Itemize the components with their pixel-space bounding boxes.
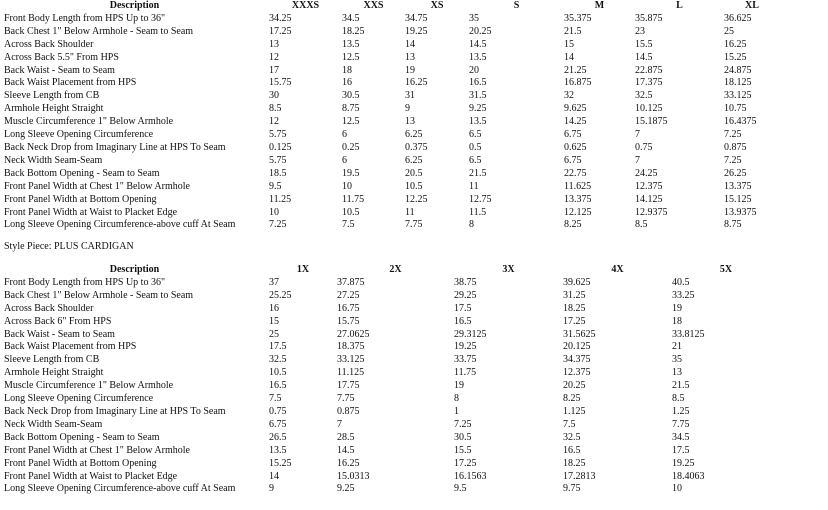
measurement-description: Front Panel Width at Waist to Placket Edge [4,470,178,482]
measurement-value: 16.5 [269,380,287,392]
measurement-value: 27.25 [337,289,360,301]
measurement-description: Back Waist Placement from HPS [4,77,137,89]
measurement-value: 16 [269,302,279,314]
description-header: Description [109,0,160,11]
measurement-value: 8.5 [635,219,648,231]
measurement-value: 7.25 [724,154,742,166]
measurement-value: 7.75 [337,393,355,405]
measurement-value: 21.5 [564,25,582,37]
measurement-value: 11.625 [564,180,592,192]
measurement-description: Front Panel Width at Chest 1" Below Armhole [4,180,190,192]
measurement-value: 1.25 [672,405,690,417]
measurement-description: Armhole Height Straight [4,367,104,379]
measurement-value: 19.25 [405,25,428,37]
measurement-value: 26.5 [269,431,287,443]
measurement-description: Long Sleeve Opening Circumference-above cuff At Seam [4,483,236,495]
measurement-description: Across Back Shoulder [4,302,94,314]
measurement-value: 10.5 [269,367,287,379]
measurement-value: 14.5 [635,51,653,63]
measurement-value: 13.375 [724,180,752,192]
measurement-value: 34.375 [563,354,591,366]
measurement-value: 9.625 [564,103,587,115]
measurement-value: 22.875 [635,64,663,76]
measurement-value: 7 [337,418,342,430]
measurement-value: 35.375 [564,12,592,24]
measurement-value: 15.0313 [337,470,370,482]
measurement-value: 15.5 [454,444,472,456]
table-row [0,483,780,496]
measurement-value: 24.875 [724,64,752,76]
table-row [0,277,780,290]
measurement-value: 13.9375 [724,206,757,218]
measurement-description: Across Back 6" From HPS [4,315,112,327]
measurement-value: 21.5 [672,380,690,392]
table-row [0,168,780,181]
measurement-value: 6 [342,129,347,141]
measurement-value: 26.25 [724,167,747,179]
measurement-value: 31.5625 [563,328,596,340]
measurement-value: 29.3125 [454,328,487,340]
measurement-value: 18.5 [269,167,287,179]
measurement-value: 27.0625 [337,328,370,340]
measurement-value: 32.5 [635,90,653,102]
measurement-value: 34.25 [269,12,292,24]
measurement-value: 12.5 [342,51,360,63]
measurement-value: 12.75 [469,193,492,205]
table-row [0,341,780,354]
measurement-value: 16.1563 [454,470,487,482]
measurement-value: 14 [405,38,415,50]
size-header: 3X [502,264,515,275]
measurement-description: Long Sleeve Opening Circumference [4,393,154,405]
measurement-value: 12.375 [635,180,663,192]
table-row [0,13,780,26]
measurement-description: Back Neck Drop from Imaginary Line at HPS To Seam [4,141,226,153]
measurement-value: 7.5 [342,219,355,231]
table-body [0,277,780,496]
table-row [0,116,780,129]
measurement-value: 18 [342,64,352,76]
measurement-description: Front Panel Width at Waist to Placket Edge [4,206,178,218]
measurement-value: 1 [454,405,459,417]
table-row [0,367,780,380]
measurement-value: 22.75 [564,167,587,179]
measurement-value: 11 [405,206,415,218]
measurement-value: 13 [405,51,415,63]
measurement-value: 8 [469,219,474,231]
measurement-value: 13.5 [469,51,487,63]
measurement-value: 15.25 [269,457,292,469]
description-header: Description [109,264,160,275]
table-row [0,380,780,393]
table-row [0,419,780,432]
measurement-value: 6.5 [469,129,482,141]
measurement-value: 0.25 [342,141,360,153]
size-header: 1X [296,264,310,275]
measurement-value: 13.5 [269,444,287,456]
table-row [0,219,780,232]
measurement-value: 7.25 [454,418,472,430]
measurement-value: 9.5 [454,483,467,495]
table-row [0,77,780,90]
measurement-description: Front Body Length from HPS Up to 36" [4,276,166,288]
measurement-value: 18.25 [563,302,586,314]
plus-size-spec-table [0,264,780,496]
measurement-description: Across Back 5.5" From HPS [4,51,119,63]
measurement-value: 7 [635,129,640,141]
measurement-value: 7.5 [269,393,282,405]
table-row [0,155,780,168]
measurement-value: 0.5 [469,141,482,153]
measurement-value: 31.25 [563,289,586,301]
measurement-description: Sleeve Length from CB [4,90,100,102]
size-header: L [676,0,683,11]
measurement-value: 12.9375 [635,206,668,218]
measurement-value: 14 [269,470,279,482]
measurement-value: 11.75 [454,367,477,379]
measurement-value: 10.5 [405,180,423,192]
table-row [0,445,780,458]
measurement-value: 0.75 [635,141,653,153]
measurement-value: 11.125 [337,367,365,379]
table-row [0,303,780,316]
measurement-value: 16.25 [724,38,747,50]
measurement-value: 8.25 [563,393,581,405]
measurement-value: 13 [269,38,279,50]
measurement-description: Front Panel Width at Bottom Opening [4,457,157,469]
measurement-value: 15 [269,315,279,327]
measurement-description: Back Chest 1" Below Armhole - Seam to Seam [4,289,194,301]
measurement-value: 15 [564,38,574,50]
size-header: XL [745,0,759,11]
measurement-description: Back Chest 1" Below Armhole - Seam to Seam [4,25,194,37]
table-row [0,142,780,155]
measurement-value: 10 [672,483,682,495]
measurement-value: 10.75 [724,103,747,115]
measurement-value: 11.25 [269,193,292,205]
measurement-value: 19.5 [342,167,360,179]
table-row [0,65,780,78]
measurement-value: 23 [635,25,645,37]
table-row [0,129,780,142]
measurement-value: 8.75 [724,219,742,231]
measurement-value: 11 [469,180,479,192]
measurement-value: 17.375 [635,77,663,89]
measurement-value: 18.25 [342,25,365,37]
measurement-value: 15.75 [337,315,360,327]
measurement-value: 15.75 [269,77,292,89]
measurement-value: 0.75 [269,405,287,417]
measurement-value: 24.25 [635,167,658,179]
measurement-description: Across Back Shoulder [4,38,94,50]
measurement-value: 33.125 [724,90,752,102]
measurement-description: Back Waist - Seam to Seam [4,328,115,340]
measurement-value: 19 [405,64,415,76]
measurement-value: 5.75 [269,129,287,141]
measurement-description: Front Body Length from HPS Up to 36" [4,12,166,24]
measurement-value: 13 [405,116,415,128]
measurement-value: 13.5 [469,116,487,128]
measurement-description: Neck Width Seam-Seam [4,418,103,430]
table-row [0,354,780,367]
table-row [0,290,780,303]
measurement-value: 17.25 [454,457,477,469]
measurement-value: 16.5 [469,77,487,89]
measurement-value: 14.125 [635,193,663,205]
measurement-value: 0.875 [337,405,360,417]
measurement-value: 33.75 [454,354,477,366]
table-row [0,458,780,471]
measurement-value: 37 [269,276,279,288]
table-header-row [0,264,780,277]
measurement-value: 35 [469,12,479,24]
measurement-value: 17.25 [563,315,586,327]
measurement-description: Muscle Circumference 1" Below Armhole [4,116,174,128]
measurement-value: 40.5 [672,276,690,288]
measurement-value: 33.125 [337,354,365,366]
measurement-value: 10.5 [342,206,360,218]
size-header: S [513,0,520,11]
measurement-value: 17.5 [672,444,690,456]
measurement-description: Back Neck Drop from Imaginary Line at HPS To Seam [4,405,226,417]
table-row [0,393,780,406]
measurement-description: Neck Width Seam-Seam [4,154,103,166]
measurement-value: 29.25 [454,289,477,301]
size-header: 2X [389,264,402,275]
measurement-value: 16.25 [337,457,360,469]
measurement-value: 30.5 [342,90,360,102]
measurement-value: 8.5 [269,103,282,115]
table-row [0,103,780,116]
size-header: M [594,0,605,11]
measurement-value: 10 [342,180,352,192]
measurement-value: 36.625 [724,12,752,24]
table-row [0,26,780,39]
table-header-row [0,0,780,13]
measurement-value: 14.25 [564,116,587,128]
measurement-value: 35 [672,354,682,366]
table-body [0,13,780,232]
measurement-value: 7 [635,154,640,166]
measurement-value: 16.5 [563,444,581,456]
measurement-value: 30 [269,90,279,102]
measurement-value: 13.5 [342,38,360,50]
table-row [0,406,780,419]
measurement-value: 33.25 [672,289,695,301]
measurement-value: 9 [269,483,274,495]
measurement-value: 15.125 [724,193,752,205]
measurement-description: Long Sleeve Opening Circumference [4,129,154,141]
measurement-value: 11.5 [469,206,487,218]
measurement-description: Front Panel Width at Bottom Opening [4,193,157,205]
measurement-value: 17.75 [337,380,360,392]
measurement-value: 32 [564,90,574,102]
measurement-value: 12 [269,116,279,128]
table-row [0,52,780,65]
measurement-value: 37.875 [337,276,365,288]
measurement-value: 20.125 [563,341,591,353]
measurement-value: 16.875 [564,77,592,89]
measurement-value: 7.5 [563,418,576,430]
measurement-value: 9.75 [563,483,581,495]
measurement-value: 17.25 [269,25,292,37]
measurement-value: 7.25 [269,219,287,231]
measurement-value: 20.25 [563,380,586,392]
measurement-value: 9.25 [469,103,487,115]
measurement-description: Long Sleeve Opening Circumference-above cuff At Seam [4,219,236,231]
measurement-value: 15.5 [635,38,653,50]
measurement-value: 12 [269,51,279,63]
measurement-value: 34.5 [672,431,690,443]
measurement-value: 21 [672,341,682,353]
measurement-value: 18.375 [337,341,365,353]
measurement-value: 31 [405,90,415,102]
measurement-description: Muscle Circumference 1" Below Armhole [4,380,174,392]
measurement-value: 14.5 [337,444,355,456]
measurement-value: 39.625 [563,276,591,288]
measurement-value: 15.1875 [635,116,668,128]
measurement-description: Back Bottom Opening - Seam to Seam [4,431,160,443]
measurement-value: 13 [672,367,682,379]
table-row [0,471,780,484]
measurement-value: 15.25 [724,51,747,63]
measurement-value: 16.25 [405,77,428,89]
table-row [0,432,780,445]
measurement-value: 6.25 [405,129,423,141]
measurement-value: 7.75 [405,219,423,231]
measurement-value: 6.75 [564,154,582,166]
size-header: XS [430,0,444,11]
measurement-value: 11.75 [342,193,365,205]
measurement-value: 17 [269,64,279,76]
measurement-value: 10.125 [635,103,663,115]
measurement-value: 9 [405,103,410,115]
measurement-value: 19.25 [454,341,477,353]
measurement-value: 6.75 [269,418,287,430]
style-piece-label: Style Piece: PLUS CARDIGAN [4,241,134,252]
measurement-value: 34.75 [405,12,428,24]
measurement-value: 18.4063 [672,470,705,482]
measurement-value: 6 [342,154,347,166]
measurement-value: 8 [454,393,459,405]
measurement-value: 12.5 [342,116,360,128]
measurement-value: 25.25 [269,289,292,301]
measurement-value: 16.4375 [724,116,757,128]
table-row [0,316,780,329]
size-spec-table [0,0,780,232]
measurement-value: 28.5 [337,431,355,443]
table-row [0,207,780,220]
table-row [0,181,780,194]
measurement-description: Armhole Height Straight [4,103,104,115]
measurement-value: 8.75 [342,103,360,115]
measurement-description: Back Waist - Seam to Seam [4,64,115,76]
measurement-value: 16 [342,77,352,89]
measurement-value: 8.25 [564,219,582,231]
measurement-value: 9.5 [269,180,282,192]
measurement-value: 20.25 [469,25,492,37]
measurement-value: 34.5 [342,12,360,24]
table-row [0,194,780,207]
measurement-value: 21.25 [564,64,587,76]
size-header: XXXS [291,0,320,11]
measurement-value: 30.5 [454,431,472,443]
measurement-value: 9.25 [337,483,355,495]
size-header: XXS [363,0,384,11]
measurement-value: 12.125 [564,206,592,218]
measurement-value: 33.8125 [672,328,705,340]
measurement-value: 17.2813 [563,470,596,482]
measurement-value: 20.5 [405,167,423,179]
measurement-value: 13.375 [564,193,592,205]
measurement-value: 6.5 [469,154,482,166]
measurement-value: 0.625 [564,141,587,153]
measurement-value: 31.5 [469,90,487,102]
measurement-value: 6.75 [564,129,582,141]
measurement-value: 21.5 [469,167,487,179]
measurement-value: 0.125 [269,141,292,153]
measurement-value: 32.5 [269,354,287,366]
table-row [0,90,780,103]
measurement-value: 16.5 [454,315,472,327]
size-header: 4X [611,264,624,275]
measurement-value: 25 [269,328,279,340]
measurement-value: 7.75 [672,418,690,430]
measurement-description: Back Bottom Opening - Seam to Seam [4,167,160,179]
measurement-value: 6.25 [405,154,423,166]
measurement-value: 18.25 [563,457,586,469]
measurement-value: 14.5 [469,38,487,50]
measurement-value: 12.375 [563,367,591,379]
measurement-value: 19 [454,380,464,392]
measurement-value: 8.5 [672,393,685,405]
measurement-value: 25 [724,25,734,37]
table-row [0,329,780,342]
measurement-value: 12.25 [405,193,428,205]
measurement-value: 38.75 [454,276,477,288]
measurement-value: 35.875 [635,12,663,24]
measurement-value: 5.75 [269,154,287,166]
table-row [0,39,780,52]
measurement-value: 19.25 [672,457,695,469]
measurement-value: 16.75 [337,302,360,314]
measurement-description: Sleeve Length from CB [4,354,100,366]
measurement-description: Back Waist Placement from HPS [4,341,137,353]
measurement-value: 18 [672,315,682,327]
measurement-value: 0.875 [724,141,747,153]
measurement-value: 7.25 [724,129,742,141]
measurement-value: 32.5 [563,431,581,443]
measurement-value: 10 [269,206,279,218]
measurement-value: 19 [672,302,682,314]
measurement-value: 17.5 [269,341,287,353]
measurement-value: 18.125 [724,77,752,89]
measurement-value: 0.375 [405,141,428,153]
measurement-value: 17.5 [454,302,472,314]
measurement-description: Front Panel Width at Chest 1" Below Armhole [4,444,190,456]
size-header: 5X [719,264,733,275]
measurement-value: 1.125 [563,405,586,417]
measurement-value: 20 [469,64,479,76]
measurement-value: 14 [564,51,574,63]
